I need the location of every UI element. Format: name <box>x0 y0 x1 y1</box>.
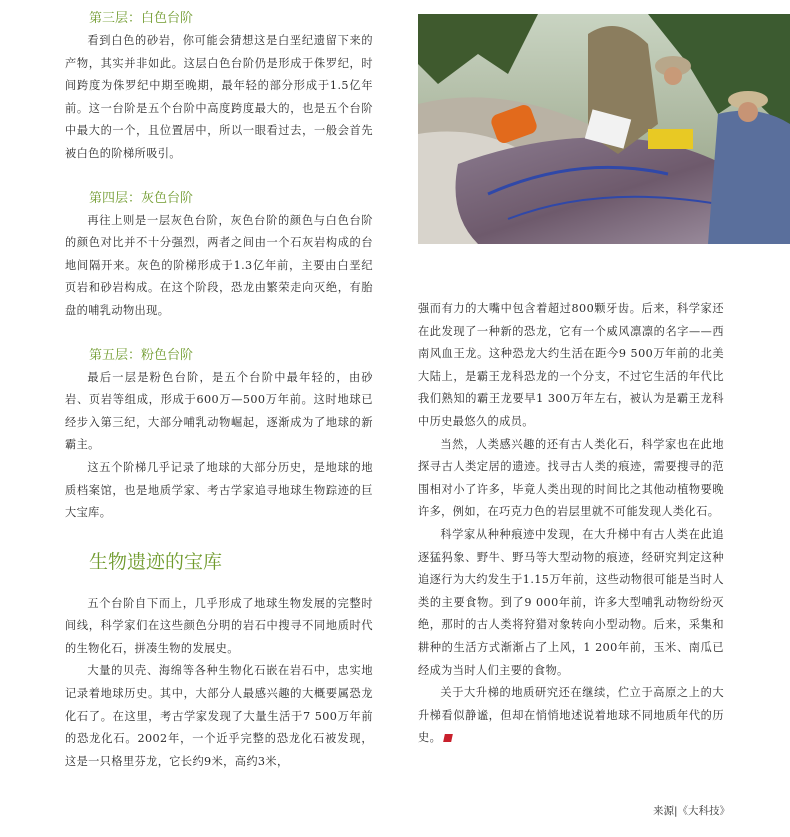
section-fossil-treasure <box>65 549 373 774</box>
paragraph: 看到白色的砂岩，你可能会猜想这是白垩纪遗留下来的产物，其实并非如此。这层白色台阶仍是形成于侏罗纪，时间跨度为侏罗纪中期至晚期，最年轻的部分形成于1.5亿年前。这一台阶是五个台阶中高度跨度最大的，也是五个台阶中最大的一个，且位置居中，所以一眼看过去，一般会首先被白色的阶梯所吸引。 <box>65 34 373 160</box>
final-paragraph <box>418 682 724 750</box>
section-heading: 第四层：灰色台阶 <box>89 190 194 206</box>
paragraph: 再往上则是一层灰色台阶，灰色台阶的颜色与白色台阶的颜色对比并不十分强烈，两者之间由一个石灰岩构成的台地间隔开来。灰色的阶梯形成于1.3亿年前，主要由白垩纪页岩和砂岩构成。在这个阶段，恐龙由繁荣走向灭绝，有胎盘的哺乳动物出现。 <box>65 213 373 317</box>
section-heading: 第五层：粉色台阶 <box>89 347 194 363</box>
paragraph: 五个台阶自下而上，几乎形成了地球生物发展的完整时间线，科学家们在这些颜色分明的岩石中搜寻不同地质时代的生物化石，拼凑生物的发展史。 <box>65 596 373 655</box>
paragraph: 这五个阶梯几乎记录了地球的大部分历史，是地球的地质档案馆，也是地质学家、考古学家追寻地球生物踪迹的巨大宝库。 <box>65 460 373 520</box>
paragraph: 当然，人类感兴趣的还有古人类化石，科学家也在此地探寻古人类定居的遗迹。找寻古人类的痕迹，需要搜寻的范围相对小了许多，毕竟人类出现的时间比之其他动植物要晚许多，例如，在巧克力色的岩层里就不可能发现人类化石。 <box>418 437 724 519</box>
source-credit: 来源|《大科技》 <box>652 805 730 817</box>
paragraph: 科学家从种种痕迹中发现，在大升梯中有古人类在此追逐猛犸象、野牛、野马等大型动物的痕迹，经研究判定这种追逐行为大约发生于1.15万年前，这些动物很可能是当时人类的主要食物。到了9 000年前，许多大型哺乳动物纷纷灭绝，那时的古人类将狩猎对象转向小型动物。后来，采集和耕种的生活方式渐渐占了上风，1 200年前，玉米、南瓜已经成为当时人们主要的食物。 <box>418 527 724 677</box>
section-heading: 第三层：白色台阶 <box>89 11 194 26</box>
final-paragraph-text: 关于大升梯的地质研究还在继续，伫立于高原之上的大升梯看似静谧，但却在悄悄地述说着地球不同地质年代的历史。 <box>418 686 724 745</box>
paragraph: 最后一层是粉色台阶，是五个台阶中最年轻的，由砂岩、页岩等组成，形成于600万—500万年前。这时地球已经步入第三纪，大部分哺乳动物崛起，逐渐成为了地球的新霸主。 <box>65 370 373 452</box>
section-white-step <box>65 8 373 166</box>
end-mark-icon <box>443 734 453 742</box>
paragraph-continued: 强而有力的大嘴中包含着超过800颗牙齿。后来，科学家还在此发现了一种新的恐龙，它有一个威风凛凛的名字——西南风血王龙。这种恐龙大约生活在距今9 500万年前的北美大陆上，是霸王龙科恐龙的一个分支，不过它生活的年代比我们熟知的霸王龙要早1 300万年左右，被认为是霸王龙科中历史最悠久的成员。 <box>418 302 724 428</box>
section-pink-step <box>65 345 373 525</box>
left-column <box>65 8 373 773</box>
paragraph: 大量的贝壳、海绵等各种生物化石嵌在岩石中，忠实地记录着地球历史。其中，大部分人最感兴趣的大概要属恐龙化石了。在这里，考古学家发现了大量生活于7 500万年前的恐龙化石。2002年，一个近乎完整的恐龙化石被发现，这是一只格里芬龙，它长约9米，高约3米， <box>65 664 373 768</box>
fossil-excavation-photo <box>418 14 790 244</box>
section-grey-step <box>65 188 373 323</box>
section-title: 生物遗迹的宝库 <box>89 550 223 573</box>
right-column <box>418 298 724 750</box>
